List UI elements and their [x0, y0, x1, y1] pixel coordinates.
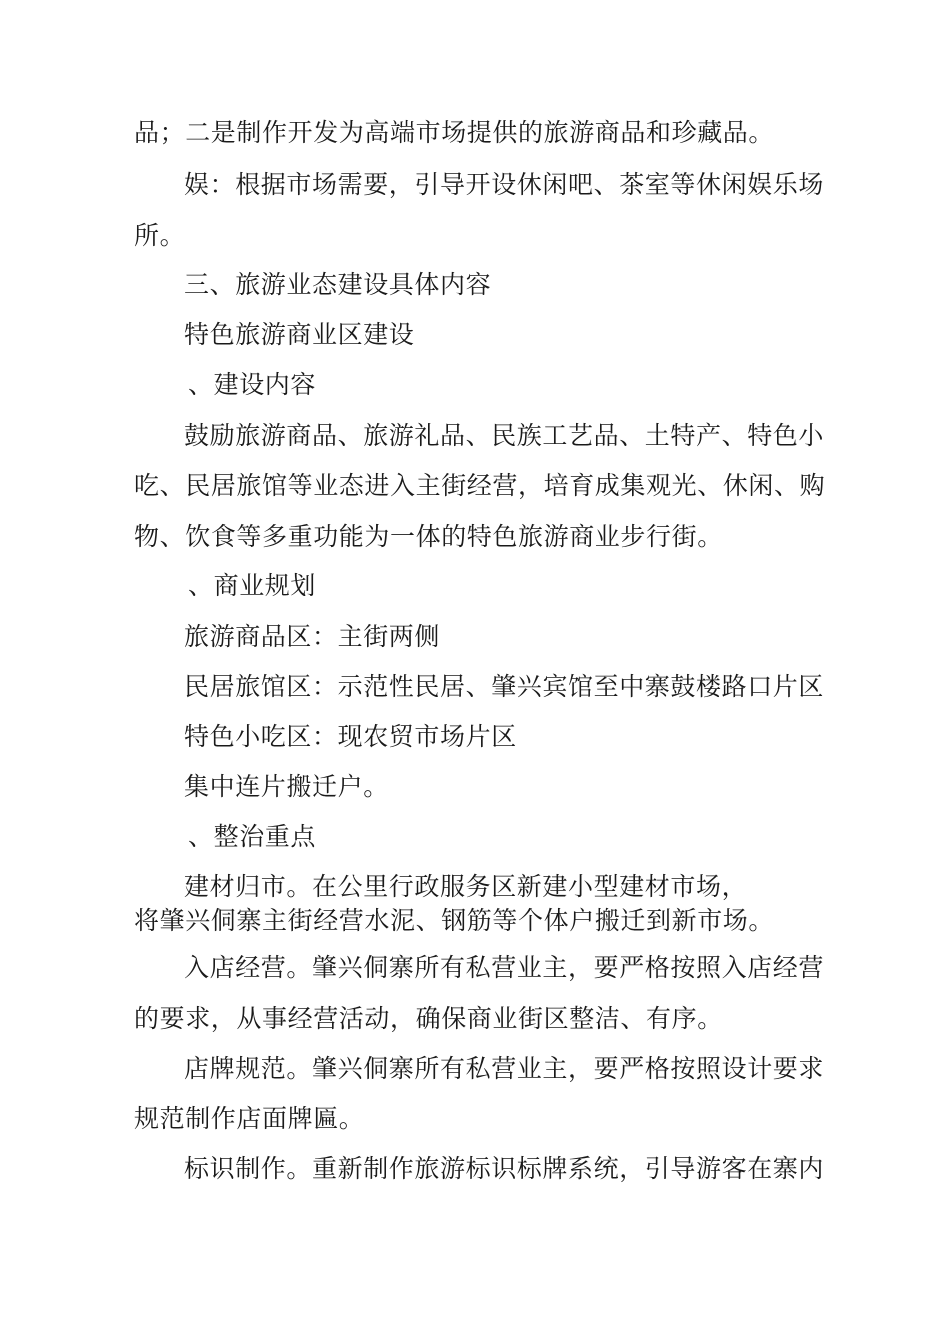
paragraph-line-7: 建材归市。在公里行政服务区新建小型建材市场，: [184, 872, 748, 901]
paragraph-line-4: 鼓励旅游商品、旅游礼品、民族工艺品、土特产、特色小: [184, 421, 825, 450]
paragraph-line-12: 规范制作店面牌匾。: [134, 1104, 365, 1133]
paragraph-line-2: 娱：根据市场需要，引导开设休闲吧、茶室等休闲娱乐场: [184, 170, 825, 199]
item-heading-rectification: 、整治重点: [188, 822, 317, 851]
section-heading: 三、旅游业态建设具体内容: [184, 270, 492, 299]
paragraph-line-6: 物、饮食等多重功能为一体的特色旅游商业步行街。: [134, 522, 723, 551]
paragraph-line-9: 入店经营。肇兴侗寨所有私营业主，要严格按照入店经营: [184, 953, 825, 982]
planning-line-2: 民居旅馆区：示范性民居、肇兴宾馆至中寨鼓楼路口片区: [184, 672, 825, 701]
item-heading-construction: 、建设内容: [188, 370, 317, 399]
planning-line-4: 集中连片搬迁户。: [184, 772, 389, 801]
paragraph-line-3: 所。: [134, 221, 186, 250]
paragraph-line-10: 的要求，从事经营活动，确保商业街区整洁、有序。: [134, 1004, 723, 1033]
paragraph-line-13: 标识制作。重新制作旅游标识标牌系统，引导游客在寨内: [184, 1154, 825, 1183]
planning-line-1: 旅游商品区：主街两侧: [184, 622, 441, 651]
planning-line-3: 特色小吃区：现农贸市场片区: [184, 722, 517, 751]
item-heading-planning: 、商业规划: [188, 571, 317, 600]
subsection-heading: 特色旅游商业区建设: [184, 320, 415, 349]
paragraph-line-5: 吃、民居旅馆等业态进入主街经营，培育成集观光、休闲、购: [134, 471, 826, 500]
paragraph-line-8: 将肇兴侗寨主街经营水泥、钢筋等个体户搬迁到新市场。: [134, 906, 775, 935]
paragraph-line-1: 品；二是制作开发为高端市场提供的旅游商品和珍藏品。: [134, 118, 775, 147]
paragraph-line-11: 店牌规范。肇兴侗寨所有私营业主，要严格按照设计要求: [184, 1054, 825, 1083]
